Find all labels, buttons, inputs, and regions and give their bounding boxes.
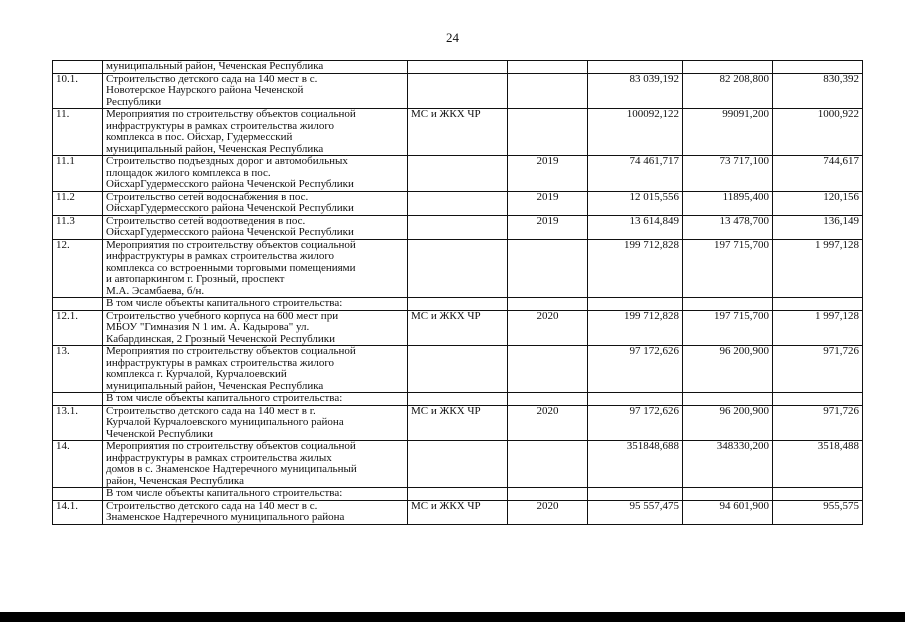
activity-name-cell: Строительство детского сада на 140 мест в г. Курчалой Курчалоевского муниципального района Чеченской Республики: [103, 405, 408, 441]
scan-edge-bar: [0, 612, 905, 622]
table-row: [53, 239, 863, 298]
executor-cell: [408, 393, 508, 406]
federal-funding-cell: 96 200,900: [683, 346, 773, 393]
executor-cell: [408, 346, 508, 393]
table-row: [53, 310, 863, 346]
federal-funding-cell: 82 208,800: [683, 73, 773, 109]
row-number-cell: 11.1: [53, 156, 103, 192]
republic-funding-cell: [773, 393, 863, 406]
row-number-cell: [53, 393, 103, 406]
republic-funding-cell: 1000,922: [773, 109, 863, 156]
total-funding-cell: [588, 61, 683, 74]
row-number-cell: 11.2: [53, 191, 103, 215]
total-funding-cell: 199 712,828: [588, 239, 683, 298]
republic-funding-cell: [773, 61, 863, 74]
year-cell: 2019: [508, 191, 588, 215]
year-cell: [508, 393, 588, 406]
executor-cell: МС и ЖКХ ЧР: [408, 500, 508, 524]
republic-funding-cell: 744,617: [773, 156, 863, 192]
federal-funding-cell: 197 715,700: [683, 310, 773, 346]
total-funding-cell: [588, 488, 683, 501]
executor-cell: [408, 156, 508, 192]
total-funding-cell: [588, 393, 683, 406]
republic-funding-cell: 1 997,128: [773, 310, 863, 346]
republic-funding-cell: 1 997,128: [773, 239, 863, 298]
row-number-cell: 12.1.: [53, 310, 103, 346]
federal-funding-cell: 197 715,700: [683, 239, 773, 298]
table-row: [53, 61, 863, 74]
table-row: [53, 109, 863, 156]
federal-funding-cell: [683, 488, 773, 501]
table-row: [53, 346, 863, 393]
row-number-cell: 13.1.: [53, 405, 103, 441]
republic-funding-cell: 136,149: [773, 215, 863, 239]
activity-name-cell: В том числе объекты капитального строительства:: [103, 298, 408, 311]
table-row: [53, 215, 863, 239]
total-funding-cell: 83 039,192: [588, 73, 683, 109]
federal-funding-cell: 94 601,900: [683, 500, 773, 524]
year-cell: 2019: [508, 156, 588, 192]
federal-funding-cell: 99091,200: [683, 109, 773, 156]
table-row: [53, 500, 863, 524]
total-funding-cell: 97 172,626: [588, 346, 683, 393]
activity-name-cell: Строительство сетей водоотведения в пос. ОйсхарГудермесского района Чеченской Республики: [103, 215, 408, 239]
federal-funding-cell: 96 200,900: [683, 405, 773, 441]
row-number-cell: 12.: [53, 239, 103, 298]
row-number-cell: 11.3: [53, 215, 103, 239]
table-row: [53, 441, 863, 488]
year-cell: 2020: [508, 310, 588, 346]
republic-funding-cell: 120,156: [773, 191, 863, 215]
total-funding-cell: 351848,688: [588, 441, 683, 488]
table-row: [53, 73, 863, 109]
activity-name-cell: Строительство детского сада на 140 мест в с. Новотерское Наурского района Чеченской Республики: [103, 73, 408, 109]
republic-funding-cell: [773, 488, 863, 501]
year-cell: [508, 61, 588, 74]
republic-funding-cell: 971,726: [773, 405, 863, 441]
executor-cell: [408, 191, 508, 215]
republic-funding-cell: 830,392: [773, 73, 863, 109]
republic-funding-cell: 955,575: [773, 500, 863, 524]
total-funding-cell: 199 712,828: [588, 310, 683, 346]
row-number-cell: 14.: [53, 441, 103, 488]
row-number-cell: 11.: [53, 109, 103, 156]
activity-name-cell: Мероприятия по строительству объектов социальной инфраструктуры в рамках строительства жилого комплекса со встроенными торговыми помещениями и автопаркингом г. Грозный, проспект М.А. Эсамбаева, б/н.: [103, 239, 408, 298]
row-number-cell: 14.1.: [53, 500, 103, 524]
executor-cell: МС и ЖКХ ЧР: [408, 310, 508, 346]
table-row: [53, 405, 863, 441]
year-cell: [508, 239, 588, 298]
year-cell: [508, 298, 588, 311]
activity-name-cell: Строительство сетей водоснабжения в пос. ОйсхарГудермесского района Чеченской Республики: [103, 191, 408, 215]
activity-name-cell: муниципальный район, Чеченская Республика: [103, 61, 408, 74]
row-number-cell: [53, 61, 103, 74]
total-funding-cell: 13 614,849: [588, 215, 683, 239]
republic-funding-cell: 3518,488: [773, 441, 863, 488]
federal-funding-cell: 13 478,700: [683, 215, 773, 239]
activity-name-cell: Строительство подъездных дорог и автомобильных площадок жилого комплекса в пос. ОйсхарГудермесского района Чеченской Республики: [103, 156, 408, 192]
executor-cell: [408, 73, 508, 109]
activity-name-cell: Мероприятия по строительству объектов социальной инфраструктуры в рамках строительства жилых домов в с. Знаменское Надтеречного муниципальный район, Чеченская Республика: [103, 441, 408, 488]
page-number: 24: [446, 30, 459, 45]
executor-cell: [408, 298, 508, 311]
total-funding-cell: 97 172,626: [588, 405, 683, 441]
activity-name-cell: В том числе объекты капитального строительства:: [103, 488, 408, 501]
executor-cell: [408, 488, 508, 501]
executor-cell: МС и ЖКХ ЧР: [408, 405, 508, 441]
year-cell: [508, 346, 588, 393]
row-number-cell: [53, 488, 103, 501]
year-cell: 2020: [508, 405, 588, 441]
activity-name-cell: Мероприятия по строительству объектов социальной инфраструктуры в рамках строительства жилого комплекса г. Курчалой, Курчалоевский муниципальный район, Чеченская Республика: [103, 346, 408, 393]
total-funding-cell: [588, 298, 683, 311]
federal-funding-cell: 73 717,100: [683, 156, 773, 192]
executor-cell: [408, 239, 508, 298]
republic-funding-cell: 971,726: [773, 346, 863, 393]
program-table: [52, 60, 863, 525]
activity-name-cell: Мероприятия по строительству объектов социальной инфраструктуры в рамках строительства жилого комплекса в пос. Ойсхар, Гудермесский муниципальный район, Чеченская Республика: [103, 109, 408, 156]
year-cell: [508, 441, 588, 488]
federal-funding-cell: 348330,200: [683, 441, 773, 488]
activity-name-cell: Строительство детского сада на 140 мест в с. Знаменское Надтеречного муниципального района: [103, 500, 408, 524]
federal-funding-cell: [683, 393, 773, 406]
federal-funding-cell: [683, 61, 773, 74]
executor-cell: [408, 441, 508, 488]
year-cell: [508, 488, 588, 501]
year-cell: 2019: [508, 215, 588, 239]
row-number-cell: 13.: [53, 346, 103, 393]
executor-cell: [408, 215, 508, 239]
executor-cell: МС и ЖКХ ЧР: [408, 109, 508, 156]
federal-funding-cell: [683, 298, 773, 311]
row-number-cell: [53, 298, 103, 311]
activity-name-cell: В том числе объекты капитального строительства:: [103, 393, 408, 406]
table-row: [53, 488, 863, 501]
year-cell: [508, 73, 588, 109]
total-funding-cell: 74 461,717: [588, 156, 683, 192]
total-funding-cell: 95 557,475: [588, 500, 683, 524]
table-row: [53, 298, 863, 311]
table-row: [53, 393, 863, 406]
year-cell: 2020: [508, 500, 588, 524]
table-row: [53, 191, 863, 215]
republic-funding-cell: [773, 298, 863, 311]
total-funding-cell: 12 015,556: [588, 191, 683, 215]
total-funding-cell: 100092,122: [588, 109, 683, 156]
table-row: [53, 156, 863, 192]
executor-cell: [408, 61, 508, 74]
activity-name-cell: Строительство учебного корпуса на 600 мест при МБОУ "Гимназия N 1 им. А. Кадырова" ул. Кабардинская, 2 Грозный Чеченской Республики: [103, 310, 408, 346]
federal-funding-cell: 11895,400: [683, 191, 773, 215]
row-number-cell: 10.1.: [53, 73, 103, 109]
year-cell: [508, 109, 588, 156]
